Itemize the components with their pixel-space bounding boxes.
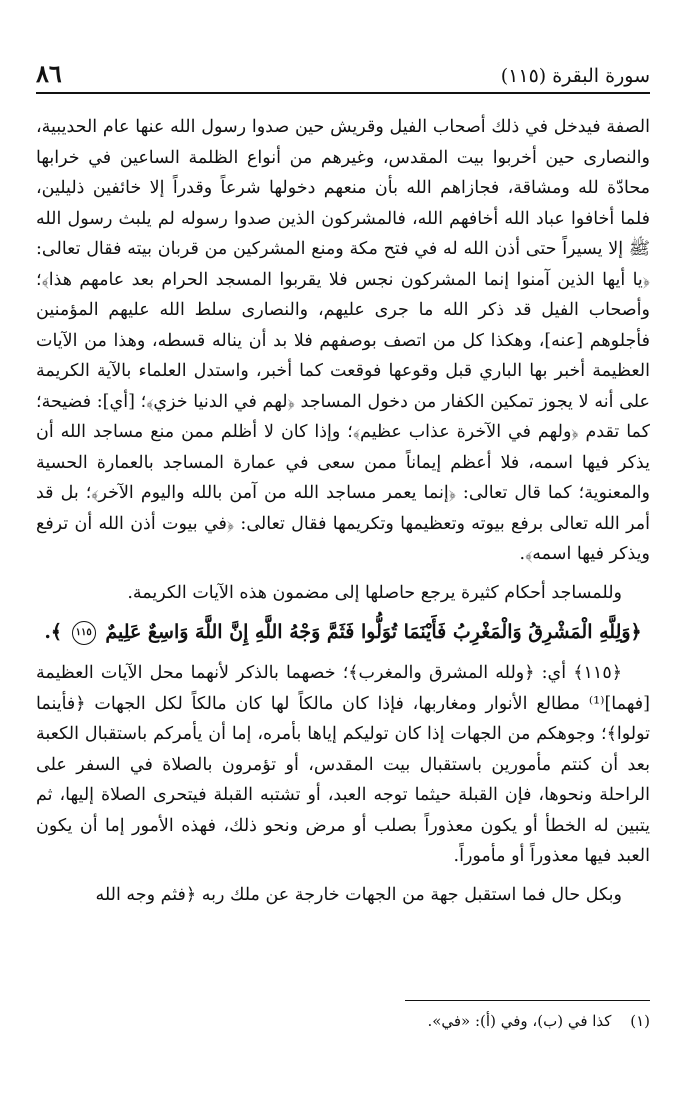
footnote-number: (١): [630, 1012, 650, 1030]
quran-verse: [36, 616, 650, 648]
ayah-number-icon: ١١٥: [72, 621, 96, 645]
verse-text: ﴿وَلِلَّهِ الْمَشْرِقُ وَالْمَغْرِبُ فَأَيْنَمَا تُوَلُّوا فَثَمَّ وَجْهُ اللَّهِ إِنَّ اللَّهَ وَاسِعٌ عَلِيمٌ: [105, 621, 642, 643]
body-text: [36, 112, 650, 918]
paragraph: وبكل حال فما استقبل جهة من الجهات خارجة عن ملك ربه ﴿فثم وجه الله: [95, 884, 622, 905]
verse-close: ﴾.: [44, 621, 63, 643]
footnote-text: كذا في (ب)، وفي (أ): «في».: [427, 1012, 612, 1030]
page-header: [36, 58, 650, 94]
page-number: ٨٦: [36, 59, 62, 88]
paragraph: الصفة فيدخل في ذلك أصحاب الفيل وقريش حين صدوا رسول الله عنها عام الحديبية، والنصارى حين أخربوا بيت المقدس، وغيرهم من أنواع الظلمة الساعين في خرابها محادّة لله ومشاقة، فجازاهم الله بأن منعهم دخولها شرعاً وقدراً إلا خائفين ذليلين، فلما أخافوا عباد الله أخافهم الله، فالمشركون الذين صدوا رسوله لم يلبث رسول الله ﷺ إلا يسيراً حتى أذن الله له في فتح مكة ومنع المشركين من قربان بيته فقال تعالى: ﴿يا أيها الذين آمنوا إنما المشركون نجس فلا يقربوا المسجد الحرام بعد عامهم هذا﴾؛ وأصحاب الفيل قد ذكر الله ما جرى عليهم، والنصارى سلط الله عليهم المؤمنين فأجلوهم [عنه]، وهكذا كل من اتصف بوصفهم فلا بد أن يناله قسطه، وهذا من الآيات العظيمة أخبر بها الباري قبل وقوعها فوقعت كما أخبر، واستدل العلماء بالآية الكريمة على أنه لا يجوز تمكين الكفار من دخول المساجد ﴿لهم في الدنيا خزي﴾؛ [أي]: فضيحة؛ كما تقدم ﴿ولهم في الآخرة عذاب عظيم﴾؛ وإذا كان لا أظلم ممن منع مساجد الله أن يذكر فيها اسمه، فلا أعظم إيماناً ممن سعى في عمارة المساجد بالعمارة الحسية والمعنوية؛ كما قال تعالى: ﴿إنما يعمر مساجد الله من آمن بالله واليوم الآخر﴾؛ بل قد أمر الله تعالى برفع بيوته وتعظيمها وتكريمها فقال تعالى: ﴿في بيوت أذن الله أن ترفع ويذكر فيها اسمه﴾.: [36, 117, 650, 564]
running-title: سورة البقرة (١١٥): [500, 65, 650, 87]
paragraph: وللمساجد أحكام كثيرة يرجع حاصلها إلى مضمون هذه الآيات الكريمة.: [127, 582, 622, 603]
footnote: [36, 1012, 650, 1030]
paragraph: ﴿١١٥﴾ أي: ﴿ولله المشرق والمغرب﴾؛ خصهما بالذكر لأنهما محل الآيات العظيمة [فهما]⁽¹⁾ مطالع الأنوار ومغاربها، فإذا كان مالكاً لها كان مالكاً لكل الجهات ﴿فأينما تولوا﴾؛ وجوهكم من الجهات إذا كان توليكم إياها بأمره، إما أن يأمركم باستقبال الكعبة بعد أن كنتم مأمورين باستقبال بيت المقدس، أو تؤمرون بالصلاة في السفر على الراحلة ونحوها، فإن القبلة حيثما توجه العبد، أو تشتبه القبلة فيتحرى الصلاة إليها، ثم يتبين له الخطأ أو يكون معذوراً بصلب أو مرض ونحو ذلك، فهذه الأمور إما أن يكون العبد فيها معذوراً أو مأموراً.: [36, 663, 650, 866]
footnote-divider: [405, 1000, 650, 1001]
